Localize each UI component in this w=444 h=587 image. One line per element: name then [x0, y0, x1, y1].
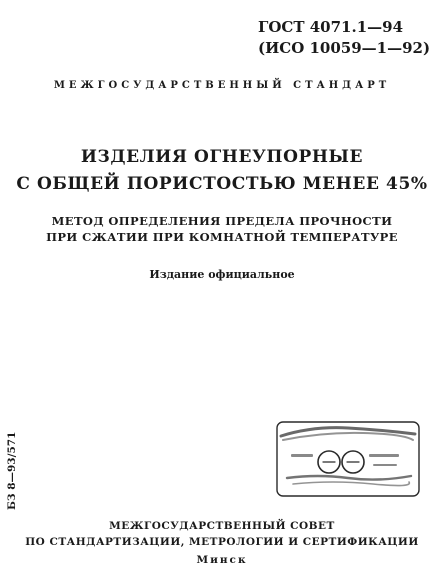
iso-number: (ИСО 10059—1—92): [258, 39, 431, 57]
footer-council-scope: ПО СТАНДАРТИЗАЦИИ, МЕТРОЛОГИИ И СЕРТИФИКАЦИИ: [25, 536, 419, 548]
title-line-1: ИЗДЕЛИЯ ОГНЕУПОРНЫЕ: [80, 147, 364, 167]
gost-number: ГОСТ 4071.1—94: [258, 18, 404, 36]
library-stamp-icon: [273, 418, 423, 500]
footer-city: Минск: [196, 554, 248, 566]
side-code: БЗ 8—93/571: [6, 431, 18, 510]
footer-council: МЕЖГОСУДАРСТВЕННЫЙ СОВЕТ: [109, 520, 335, 532]
title-line-2: С ОБЩЕЙ ПОРИСТОСТЬЮ МЕНЕЕ 45%: [16, 174, 428, 194]
subtitle-line-2: ПРИ СЖАТИИ ПРИ КОМНАТНОЙ ТЕМПЕРАТУРЕ: [46, 230, 398, 244]
edition-label: Издание официальное: [149, 268, 295, 281]
subtitle-line-1: МЕТОД ОПРЕДЕЛЕНИЯ ПРЕДЕЛА ПРОЧНОСТИ: [51, 214, 393, 228]
document-header: МЕЖГОСУДАРСТВЕННЫЙ СТАНДАРТ: [53, 80, 391, 91]
